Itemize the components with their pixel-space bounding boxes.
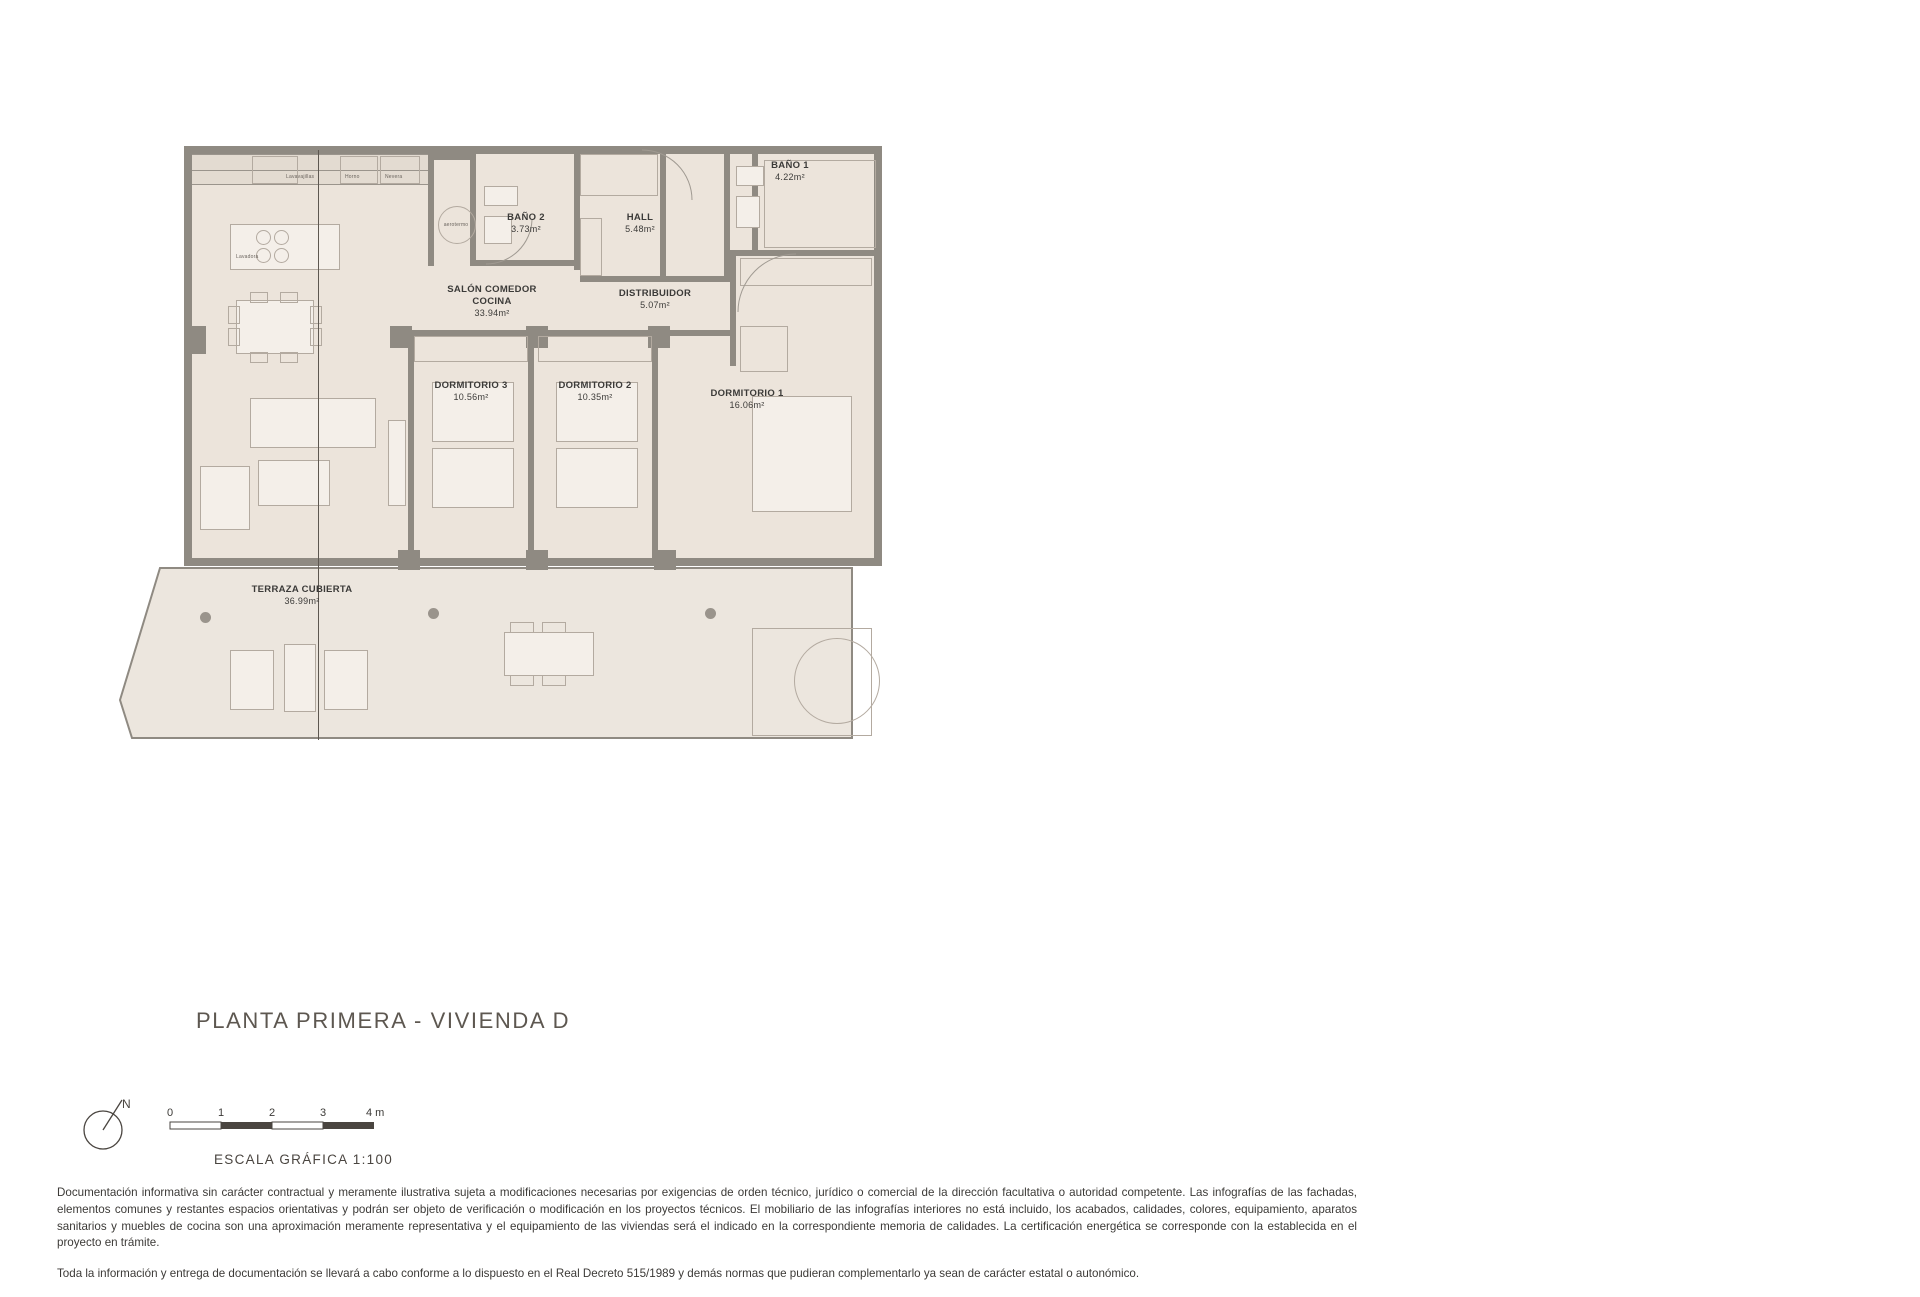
room-label-salon: SALÓN COMEDOR COCINA 33.94m² [447, 284, 537, 318]
scale-caption: ESCALA GRÁFICA 1:100 [214, 1152, 394, 1167]
sofa [250, 398, 376, 448]
dining-chair-6 [280, 292, 298, 303]
wall-block-1 [390, 326, 412, 348]
door-bath1-arc [736, 250, 806, 320]
wall-left [184, 146, 192, 566]
compass-icon [82, 1094, 138, 1154]
terrace-table-small [284, 644, 316, 712]
terrace-column-2 [428, 608, 439, 619]
svg-text:2: 2 [269, 1107, 276, 1119]
legal-paragraph-2: Toda la información y entrega de documentación se llevará a cabo conforme a lo dispuesto en el Real Decreto 515/1989 y demás normas que pudieran complementarlo ya sean de carácter estatal o autonómico. [57, 1267, 1140, 1281]
wardrobe-dorm1-b [740, 326, 788, 372]
dining-chair-4 [310, 328, 322, 346]
wall-distribuidor-top [580, 276, 730, 282]
scale-bar [160, 1100, 430, 1144]
wall-seg-a [434, 154, 470, 160]
room-label-bano2: BAÑO 2 3.73m² [507, 212, 545, 234]
appliance-label-fridge: Nevera [385, 174, 403, 180]
tv-unit [388, 420, 406, 506]
terrace-column-3 [705, 608, 716, 619]
terrace-round-table [794, 638, 880, 724]
terrace-chair-1 [230, 650, 274, 710]
wall-block-7 [184, 326, 206, 354]
bath1-wc [736, 196, 760, 228]
appliance-label-aerotermo: aerotermo [443, 222, 469, 228]
dining-chair-1 [228, 306, 240, 324]
appliance-label-oven: Horno [345, 174, 360, 180]
svg-text:3: 3 [320, 1107, 327, 1119]
section-axis-line [318, 150, 319, 740]
wall-kitchen-right [428, 146, 434, 266]
room-label-hall: HALL 5.48m² [625, 212, 655, 234]
terrace-chair-5 [510, 675, 534, 686]
svg-text:4 m: 4 m [366, 1107, 385, 1119]
bed-dorm1 [752, 396, 852, 512]
svg-text:1: 1 [218, 1107, 225, 1119]
legal-paragraph-1: Documentación informativa sin carácter contractual y meramente ilustrativa sujeta a modificaciones necesarias por exigencias de orden técnico, jurídico o comercial de la dirección facultativa o autoridad competente. Las infografías de las fachadas, elementos comunes y restantes espacios orientativas y podrán ser objeto de verificación o modificación en los proyectos técnicos. El mobiliario de las infografías interiores no está incluido, los acabados, calidades, colores, equipamiento, aparatos sanitarios y muebles de cocina son una aproximación meramente representativa y el equipamiento de las viviendas será el indicado en la correspondiente memoria de calidades. La certificación energética se corresponde con la establecida en el proyecto en trámite. [57, 1186, 1357, 1250]
bed-dorm2-b [556, 448, 638, 508]
dining-chair-5 [250, 292, 268, 303]
floor-plan-drawing [140, 130, 1100, 930]
dining-table [236, 300, 314, 354]
dining-chair-3 [310, 306, 322, 324]
coffee-table [258, 460, 330, 506]
hob-burner-1 [256, 230, 271, 245]
page-title: PLANTA PRIMERA - VIVIENDA D [196, 1008, 571, 1033]
wall-block-6 [654, 550, 676, 570]
wall-block-4 [398, 550, 420, 570]
appliance-label-dishwasher: Lavavajillas [286, 174, 315, 180]
wardrobe-dorm3 [414, 336, 528, 362]
bath2-wc [484, 186, 518, 206]
legal-disclaimer [57, 1185, 1357, 1297]
wardrobe-dorm2 [538, 336, 652, 362]
kitchen-line-3 [192, 184, 428, 185]
terrace-chair-3 [510, 622, 534, 633]
room-label-dorm2: DORMITORIO 2 10.35m² [558, 380, 632, 402]
wall-top [184, 146, 882, 154]
wall-dorm3-right [528, 330, 534, 566]
dining-chair-7 [250, 352, 268, 363]
terrace-chair-4 [542, 622, 566, 633]
room-label-distribuidor: DISTRIBUIDOR 5.07m² [618, 288, 692, 310]
wall-dorm3-left [408, 330, 414, 566]
wall-dorm2-right [652, 330, 658, 566]
room-label-terraza: TERRAZA CUBIERTA 36.99m² [251, 584, 353, 606]
room-label-bano1: BAÑO 1 4.22m² [771, 160, 809, 182]
hob-burner-4 [274, 248, 289, 263]
terrace-dining-table [504, 632, 594, 676]
dining-chair-2 [228, 328, 240, 346]
armchair [200, 466, 250, 530]
room-label-dorm1: DORMITORIO 1 16.06m² [710, 388, 784, 410]
bed-dorm3-b [432, 448, 514, 508]
appliance-label-washer: Lavadora [236, 254, 259, 260]
door-entry-arc [640, 148, 700, 208]
terrace-column-1 [200, 612, 211, 623]
right-info-panel [1410, 0, 1920, 1280]
terrace-chair-6 [542, 675, 566, 686]
svg-text:0: 0 [167, 1107, 174, 1119]
hob-burner-2 [274, 230, 289, 245]
room-label-dorm3: DORMITORIO 3 10.56m² [434, 380, 508, 402]
kitchen-line-1 [192, 154, 428, 155]
svg-text:N: N [122, 1097, 131, 1111]
wall-block-5 [526, 550, 548, 570]
terrace-chair-2 [324, 650, 368, 710]
dining-chair-8 [280, 352, 298, 363]
